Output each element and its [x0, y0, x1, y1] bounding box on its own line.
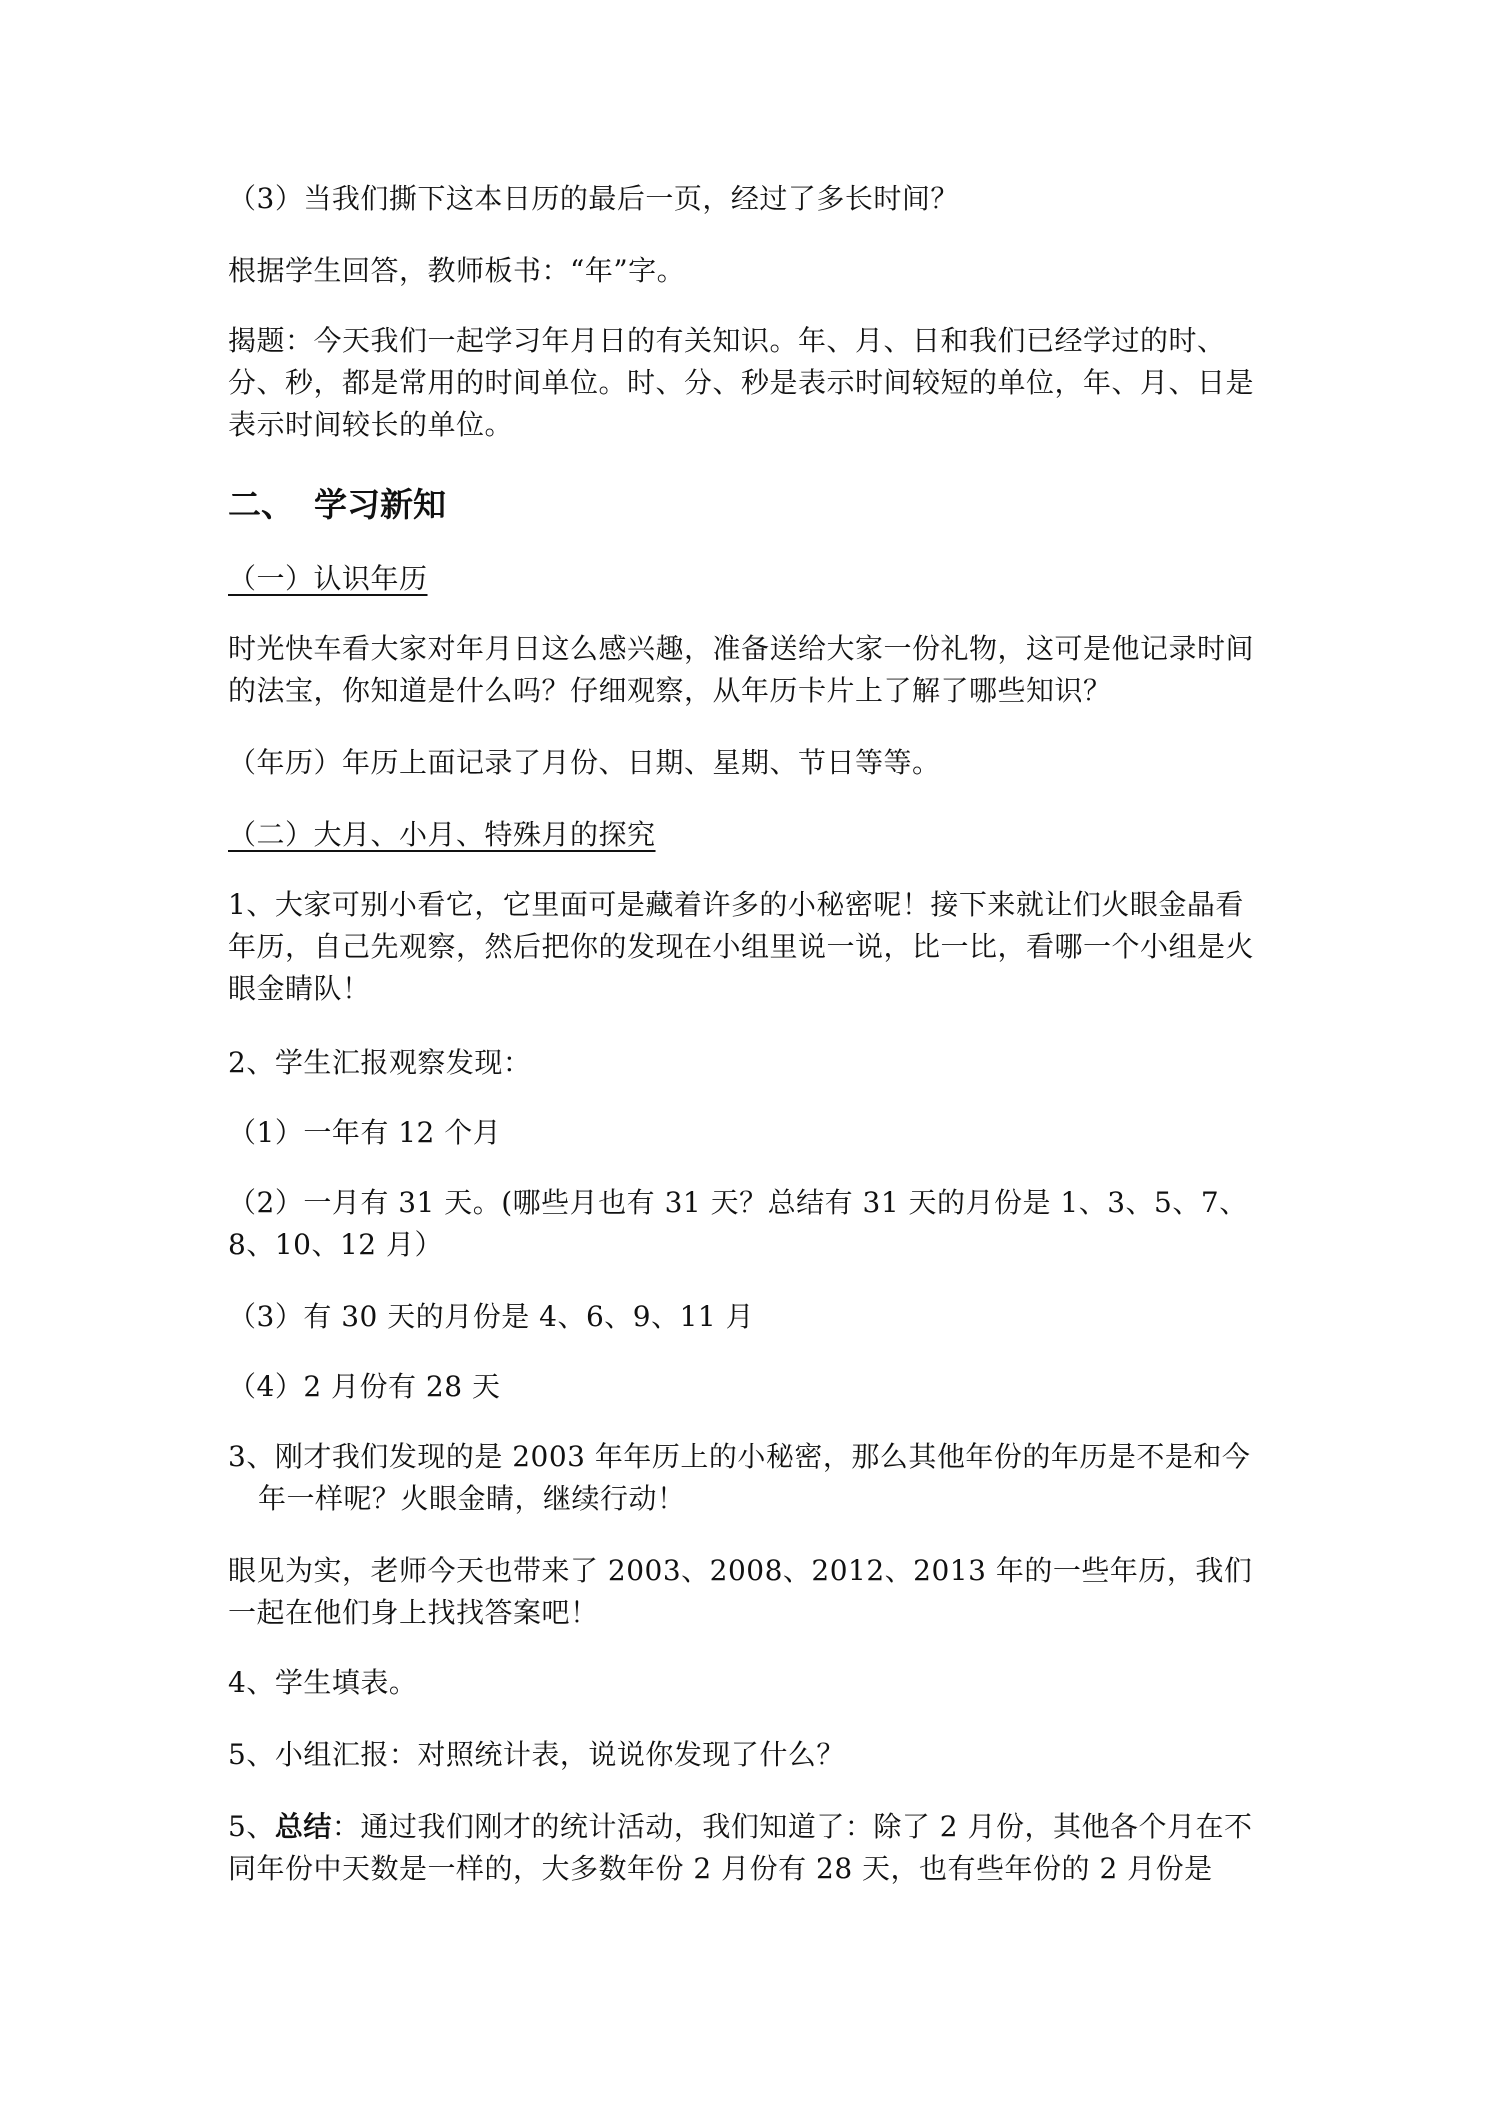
subsection-heading-1	[228, 558, 1268, 600]
paragraph-step-3: 3、刚才我们发现的是 2003 年年历上的小秘密，那么其他年份的年历是不是和今年一样呢？火眼金睛，继续行动！	[228, 1440, 1251, 1515]
paragraph-calendar-answer: （年历）年历上面记录了月份、日期、星期、节日等等。	[228, 746, 941, 779]
subsection-title: （二）大月、小月、特殊月的探究	[228, 818, 656, 851]
summary-text: ：通过我们刚才的统计活动，我们知道了：除了 2 月份，其他各个月在不同年份中天数是一样的，大多数年份 2 月份有 28 天，也有些年份的 2 月份是	[228, 1810, 1253, 1885]
list-item-finding-2: （2）一月有 31 天。(哪些月也有 31 天？总结有 31 天的月份是 1、3、5、7、8、10、12 月）	[228, 1186, 1248, 1261]
paragraph-calendar-gift: 时光快车看大家对年月日这么感兴趣，准备送给大家一份礼物，这可是他记录时间的法宝，你知道是什么吗？仔细观察，从年历卡片上了解了哪些知识？	[228, 632, 1255, 707]
paragraph-seeing-is-believing: 眼见为实，老师今天也带来了 2003、2008、2012、2013 年的一些年历，我们一起在他们身上找找答案吧！	[228, 1554, 1253, 1629]
paragraph-board-note: 根据学生回答，教师板书：“年”字。	[228, 254, 686, 287]
summary-label: 总结	[274, 1810, 332, 1843]
section-heading-2	[228, 482, 446, 528]
paragraph-topic-intro: 揭题：今天我们一起学习年月日的有关知识。年、月、日和我们已经学过的时、分、秒，都是常用的时间单位。时、分、秒是表示时间较短的单位，年、月、日是表示时间较长的单位。	[228, 324, 1255, 441]
paragraph-summary	[228, 1806, 1268, 1890]
section-title: 学习新知	[314, 485, 446, 524]
section-number: 二、	[228, 485, 294, 524]
paragraph-step-1: 1、大家可别小看它，它里面可是藏着许多的小秘密呢！接下来就让们火眼金晶看年历，自己先观察，然后把你的发现在小组里说一说，比一比，看哪一个小组是火眼金睛队！	[228, 888, 1255, 1005]
subsection-heading-2	[228, 814, 1268, 856]
paragraph-step-4: 4、学生填表。	[228, 1666, 418, 1699]
list-item-finding-3: （3）有 30 天的月份是 4、6、9、11 月	[228, 1300, 755, 1333]
paragraph-step-2: 2、学生汇报观察发现：	[228, 1046, 532, 1079]
paragraph-question-3: （3）当我们撕下这本日历的最后一页，经过了多长时间？	[228, 182, 959, 215]
summary-prefix: 5、	[228, 1810, 275, 1843]
subsection-title: （一）认识年历	[228, 562, 428, 595]
list-item-finding-4: （4）2 月份有 28 天	[228, 1370, 501, 1403]
paragraph-step-5: 5、小组汇报：对照统计表，说说你发现了什么？	[228, 1738, 845, 1771]
list-item-finding-1: （1）一年有 12 个月	[228, 1116, 502, 1149]
